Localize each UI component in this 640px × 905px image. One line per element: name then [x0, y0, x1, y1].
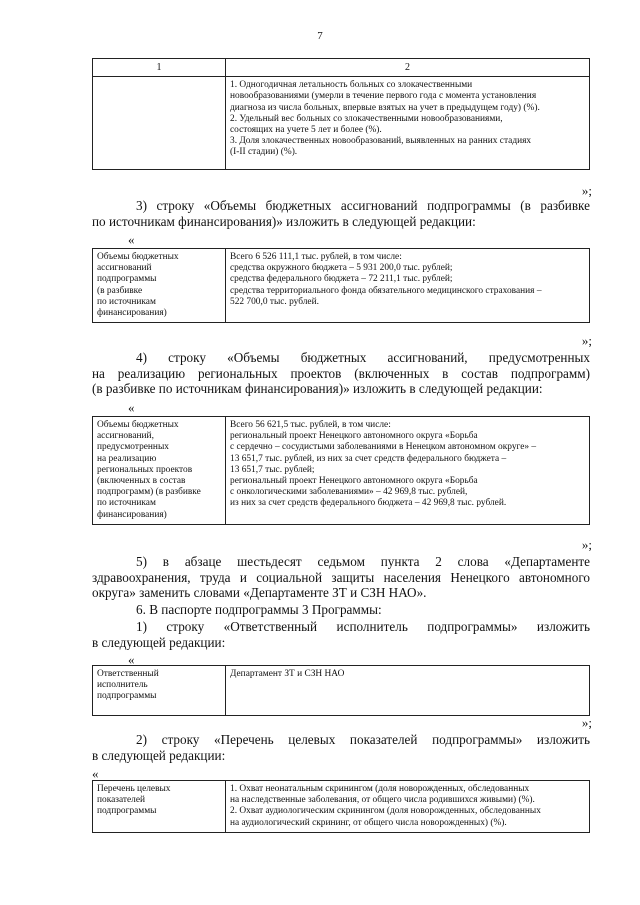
cell-line: Объемы бюджетных — [97, 252, 179, 262]
cell-line: 3. Доля злокачественных новообразований, выявленных на ранних стадиях — [230, 136, 532, 147]
paragraph-line: в следующей редакции: — [92, 747, 226, 763]
header-col-2: 2 — [226, 59, 590, 77]
cell-line: состоящих на учете 5 лет и более (%). — [230, 125, 382, 136]
paragraph-line: (в разбивке по источникам финансирования)» изложить в следующей редакции: — [92, 381, 543, 396]
cell-line: подпрограмм) (в разбивке — [97, 487, 201, 498]
table-cell-indicators — [226, 77, 590, 170]
closing-quote: »; — [581, 537, 592, 552]
table-targets-continuation — [92, 58, 590, 170]
opening-quote: « — [128, 232, 135, 247]
table-cell-label — [93, 417, 226, 525]
cell-line: из них за счет средств федерального бюджета – 42 969,8 тыс. рублей. — [230, 498, 507, 509]
table-row — [93, 249, 590, 323]
cell-line: Перечень целевых — [97, 784, 171, 794]
cell-line: на наследственные заболевания, от общего числа родившихся живыми) (%). — [230, 795, 535, 806]
table-row — [93, 77, 590, 170]
cell-line: по источникам — [97, 498, 156, 509]
cell-line: Всего 6 526 111,1 тыс. рублей, в том числе: — [230, 252, 402, 262]
table-cell-value — [226, 781, 590, 833]
cell-line: 13 651,7 тыс. рублей; — [230, 464, 315, 475]
table-regional-projects — [92, 416, 590, 525]
cell-line: 2. Удельный вес больных со злокачественными новообразованиями, — [230, 113, 503, 124]
table-budget-allocations — [92, 248, 590, 323]
table-cell-value — [226, 417, 590, 525]
cell-line: по источникам — [97, 296, 156, 307]
cell-line: исполнитель — [97, 680, 148, 691]
table-header-row — [93, 59, 590, 77]
paragraph-line: здравоохранения, труда и социальной защиты населения Ненецкого автономного — [92, 569, 590, 585]
paragraph-line: 5) в абзаце шестьдесят седьмом пункта 2 слова «Департаменте — [136, 554, 590, 569]
cell-line: 2. Охват аудиологическим скринингом (доля новорожденных, обследованных — [230, 806, 541, 817]
header-col-1: 1 — [93, 59, 226, 77]
cell-line: региональный проект Ненецкого автономного округа «Борьба — [230, 431, 478, 442]
cell-line: 13 651,7 тыс. рублей, из них за счет средств федерального бюджета – — [230, 453, 507, 464]
cell-line: (в разбивке — [97, 285, 143, 296]
cell-line: (I-II стадии) (%). — [230, 147, 298, 158]
paragraph-line: по источникам финансирования)» изложить в следующей редакции: — [92, 213, 476, 229]
cell-line: подпрограммы — [97, 806, 157, 817]
cell-line: средства федерального бюджета – 72 211,1 тыс. рублей; — [230, 274, 453, 285]
cell-line: Объемы бюджетных — [97, 420, 179, 430]
cell-line: диагноза из числа больных, впервые взятых на учет в предыдущем году) (%). — [230, 102, 540, 113]
closing-quote: »; — [581, 715, 592, 730]
table-row — [93, 666, 590, 716]
page-number: 7 — [317, 30, 323, 42]
table-cell-empty — [93, 77, 226, 170]
table-cell-label — [93, 781, 226, 833]
cell-line: показателей — [97, 795, 146, 806]
paragraph-line: на реализацию региональных проектов (включенных в состав подпрограмм) — [92, 365, 590, 381]
table-cell-value — [226, 666, 590, 716]
cell-line: 1. Одногодичная летальность больных со злокачественными — [230, 80, 473, 91]
closing-quote: »; — [581, 183, 592, 198]
paragraph-item-5 — [92, 554, 590, 601]
cell-line: подпрограммы — [97, 691, 157, 702]
cell-line: на аудиологический скрининг, от общего числа новорожденных) (%). — [230, 817, 507, 828]
cell-line: средства территориального фонда обязательного медицинского страхования – — [230, 285, 542, 296]
cell-line: ассигнований — [97, 263, 152, 274]
paragraph-line: 3) строку «Объемы бюджетных ассигнований подпрограммы (в разбивке — [136, 198, 590, 213]
opening-quote: « — [128, 400, 135, 415]
paragraph-line: 6. В паспорте подпрограммы 3 Программы: — [136, 602, 382, 617]
table-target-indicators — [92, 780, 590, 833]
cell-line: 522 700,0 тыс. рублей. — [230, 296, 319, 307]
table-row — [93, 781, 590, 833]
cell-line: ассигнований, — [97, 431, 154, 442]
opening-quote: « — [128, 652, 135, 667]
cell-line: с онкологическими заболеваниями» – 42 969,8 тыс. рублей, — [230, 487, 468, 498]
paragraph-line: в следующей редакции: — [92, 634, 226, 650]
cell-line: региональных проектов — [97, 464, 193, 475]
cell-line: Ответственный — [97, 669, 159, 679]
paragraph-item-4 — [92, 350, 590, 397]
paragraph-line: 1) строку «Ответственный исполнитель подпрограммы» изложить — [136, 619, 590, 634]
cell-line: предусмотренных — [97, 442, 169, 453]
cell-line: Всего 56 621,5 тыс. рублей, в том числе: — [230, 420, 391, 430]
cell-line: региональный проект Ненецкого автономного округа «Борьба — [230, 476, 478, 487]
table-cell-label — [93, 249, 226, 323]
opening-quote: « — [92, 766, 99, 781]
table-cell-value — [226, 249, 590, 323]
table-row — [93, 417, 590, 525]
cell-line: новообразованиями (умерли в течение первого года с момента установления — [230, 91, 537, 102]
cell-line: подпрограммы — [97, 274, 157, 285]
cell-line: 1. Охват неонатальным скринингом (доля новорожденных, обследованных — [230, 784, 530, 794]
paragraph-line: округа» заменить словами «Департаменте ЗТ и СЗН НАО». — [92, 585, 427, 600]
cell-line: финансирования) — [97, 509, 167, 520]
paragraph-item-2-targets — [92, 732, 590, 763]
closing-quote: »; — [581, 333, 592, 348]
paragraph-line: 2) строку «Перечень целевых показателей подпрограммы» изложить — [136, 732, 590, 747]
table-responsible-executor — [92, 665, 590, 716]
cell-line: средства окружного бюджета – 5 931 200,0 тыс. рублей; — [230, 263, 453, 274]
paragraph-section-6 — [92, 602, 590, 618]
paragraph-item-3 — [92, 198, 590, 229]
paragraph-item-1-responsible — [92, 619, 590, 650]
cell-line: на реализацию — [97, 453, 157, 464]
cell-line: с сердечно – сосудистыми заболеваниями в Ненецком автономном округе» – — [230, 442, 537, 453]
cell-line: финансирования) — [97, 308, 167, 319]
cell-line: (включенных в состав — [97, 476, 186, 487]
paragraph-line: 4) строку «Объемы бюджетных ассигнований, предусмотренных — [136, 350, 590, 365]
cell-line: Департамент ЗТ и СЗН НАО — [230, 669, 345, 679]
table-cell-label — [93, 666, 226, 716]
